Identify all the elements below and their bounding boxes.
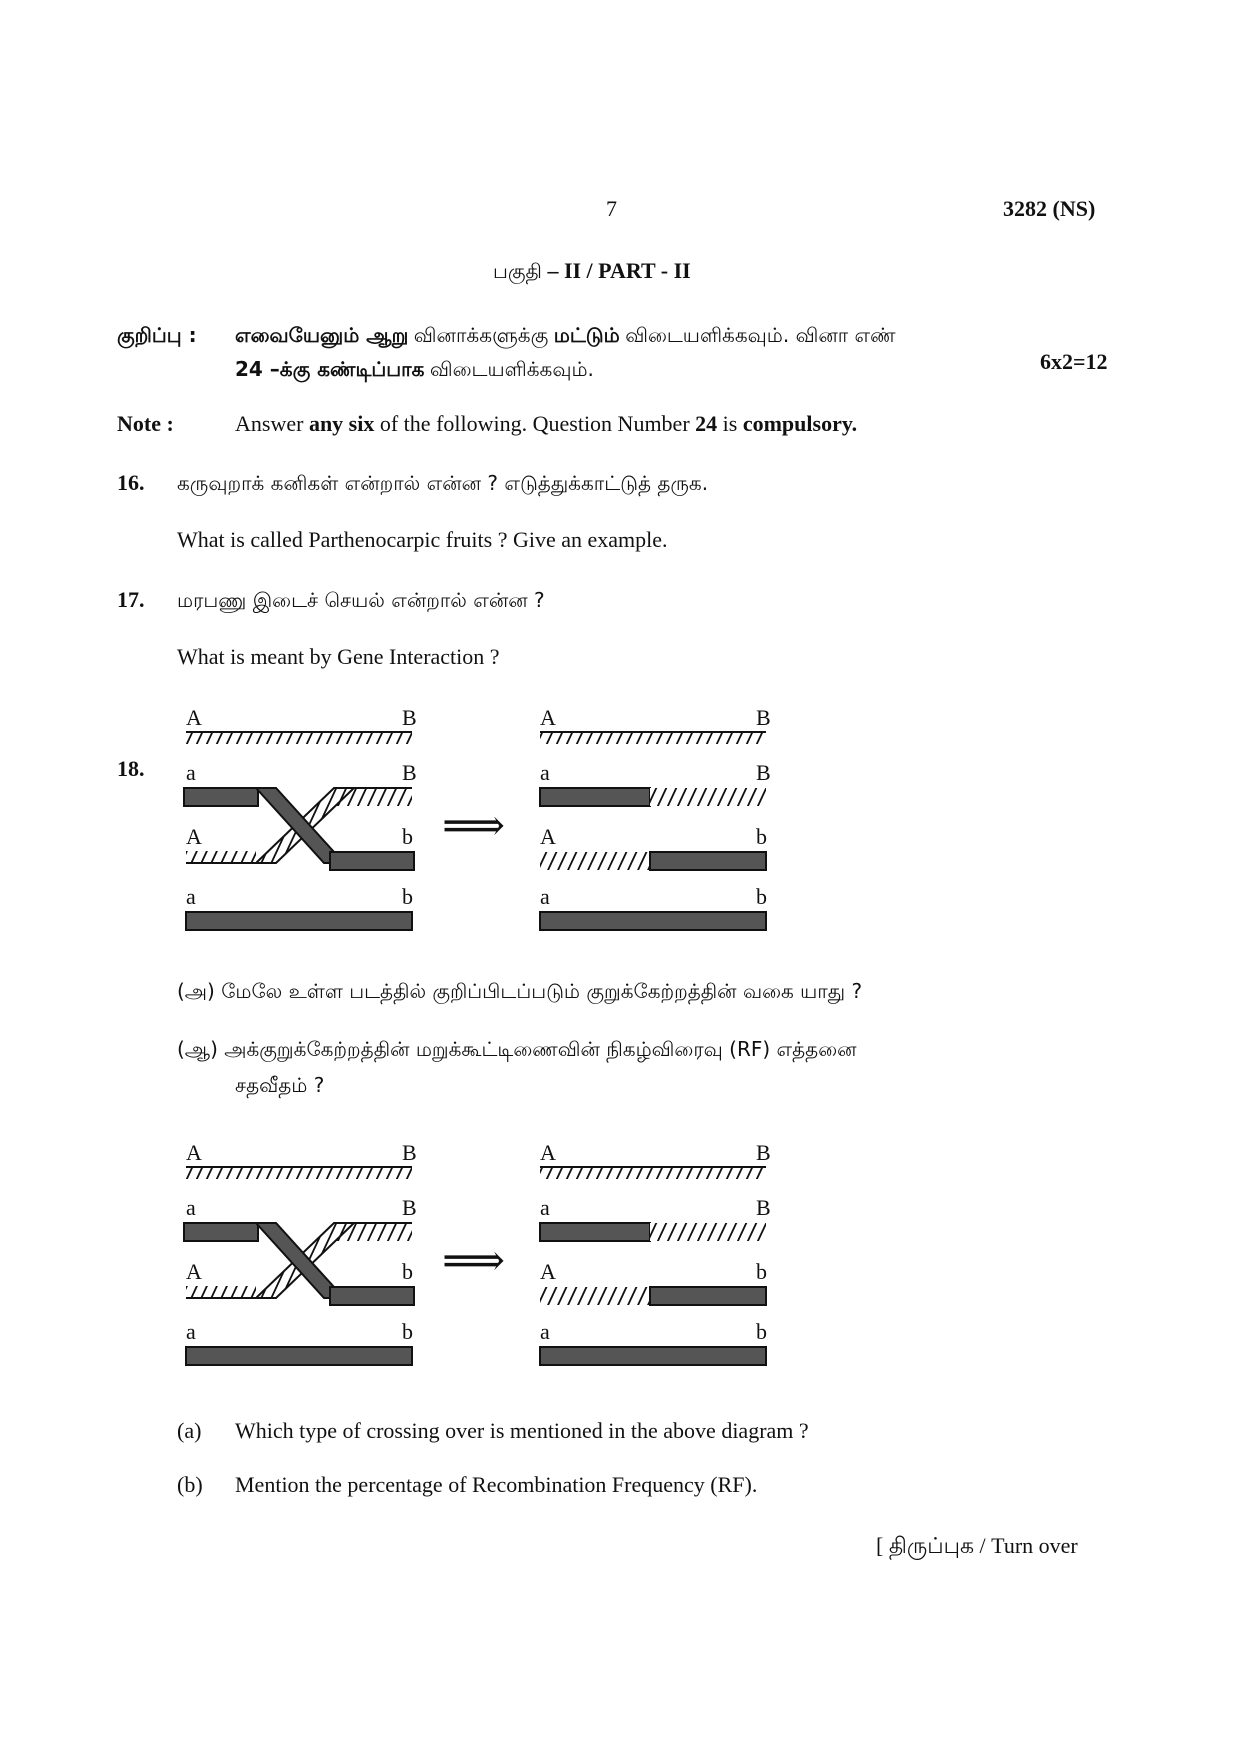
label-a-1: a: [186, 760, 196, 785]
arrow-1: ⟹: [442, 801, 506, 850]
part-heading: [493, 258, 691, 284]
d2-result-chromatid-ab: [540, 1347, 766, 1365]
result-chromatid-Ab-dark: [650, 852, 766, 870]
d2-result-chromatid-AB: [540, 1167, 766, 1179]
label-a-2: a: [186, 884, 196, 909]
d2-label-a-4: a: [540, 1319, 550, 1344]
note-tamil-line2: [235, 356, 594, 382]
note-en-any-six: any six: [308, 411, 375, 436]
result-chromatid-aB-hatched: [650, 788, 766, 806]
result-chromatid-aB-dark: [540, 788, 650, 806]
note-en-is: is: [722, 411, 738, 436]
page-number: 7: [606, 196, 617, 221]
label-A-4: A: [540, 824, 556, 849]
question-16-number: 16.: [117, 470, 145, 495]
question-18-english-b-text: Mention the percentage of Recombination Frequency (RF).: [235, 1472, 758, 1497]
d2-label-A-2: A: [186, 1259, 202, 1284]
label-A-2: A: [186, 824, 202, 849]
d2-label-a-3: a: [540, 1195, 550, 1220]
d2-label-b-2: b: [402, 1319, 413, 1344]
d2-label-B-3: B: [756, 1140, 771, 1165]
question-18-number: 18.: [117, 756, 145, 781]
note-en-compulsory: compulsory.: [742, 411, 858, 436]
chromatid-a-segment: [184, 788, 258, 806]
d2-label-b-3: b: [756, 1259, 767, 1284]
turn-over-footer: [ திருப்புக / Turn over: [876, 1533, 1078, 1558]
note-tamil-label: குறிப்பு :: [117, 323, 197, 347]
d2-chromatid-AB-top: [186, 1167, 412, 1179]
paper-code: 3282 (NS): [1003, 196, 1096, 221]
label-B-4: B: [756, 760, 771, 785]
chromatid-b-segment: [330, 852, 414, 870]
note-tamil-only: மட்டும்: [553, 323, 620, 347]
result-chromatid-ab: [540, 912, 766, 930]
label-b-2: b: [402, 884, 413, 909]
chromatid-A-segment: [186, 851, 256, 863]
question-17-tamil: மரபணு இடைச் செயல் என்றால் என்ன ?: [177, 588, 545, 612]
d2-chromatid-ab-bottom: [186, 1347, 412, 1365]
label-b-1: b: [402, 824, 413, 849]
part-heading-english: – II / PART - II: [547, 258, 691, 283]
d2-chromatid-b-segment: [330, 1287, 414, 1305]
chromatid-AB-top: [186, 732, 412, 744]
d2-label-a-2: a: [186, 1319, 196, 1344]
d2-label-B-2: B: [402, 1195, 417, 1220]
label-A-3: A: [540, 705, 556, 730]
crossing-over-diagram-1: [180, 705, 780, 935]
chromatid-ab-bottom: [186, 912, 412, 930]
note-english-text: [235, 411, 857, 437]
d2-label-B-1: B: [402, 1140, 417, 1165]
label-a-4: a: [540, 884, 550, 909]
label-A-1: A: [186, 705, 202, 730]
question-18-english-a-text: Which type of crossing over is mentioned in the above diagram ?: [235, 1418, 809, 1443]
question-18-english-a-label: (a): [177, 1418, 202, 1443]
question-16-english: What is called Parthenocarpic fruits ? Give an example.: [177, 527, 668, 552]
d2-result-chromatid-aB-dark: [540, 1223, 650, 1241]
d2-label-B-4: B: [756, 1195, 771, 1220]
note-tamil-answer: விடையளிக்கவும். வினா எண்: [625, 323, 896, 347]
question-18-tamil-a: (அ) மேலே உள்ள படத்தில் குறிப்பிடப்படும் குறுக்கேற்றத்தின் வகை யாது ?: [177, 979, 863, 1003]
note-tamil-answer-2: விடையளிக்கவும்.: [429, 357, 594, 381]
d2-chromatid-a-segment: [184, 1223, 258, 1241]
d2-result-chromatid-aB-hatched: [650, 1223, 766, 1241]
crossing-over-diagram-2: [180, 1140, 780, 1370]
marks: 6x2=12: [1040, 349, 1108, 374]
label-B-2: B: [402, 760, 417, 785]
note-tamil-line1: [235, 322, 896, 348]
note-english-label: Note :: [117, 411, 174, 436]
note-tamil-any-six: எவையேனும் ஆறு: [235, 323, 409, 347]
d2-label-A-4: A: [540, 1259, 556, 1284]
question-18-tamil-b-line1: (ஆ) அக்குறுக்கேற்றத்தின் மறுக்கூட்டிணைவின் நிகழ்விரைவு (RF) எத்தனை: [177, 1037, 857, 1061]
question-17-number: 17.: [117, 587, 145, 612]
note-tamil-compulsory: 24 –க்கு கண்டிப்பாக: [235, 357, 425, 381]
note-en-a: Answer: [235, 411, 304, 436]
d2-label-A-1: A: [186, 1140, 202, 1165]
question-18-tamil-b-line2: சதவீதம் ?: [235, 1073, 325, 1097]
question-16-tamil: கருவுறாக் கனிகள் என்றால் என்ன ? எடுத்துக்காட்டுத் தருக.: [177, 471, 709, 495]
label-B-3: B: [756, 705, 771, 730]
note-en-24: 24: [695, 411, 718, 436]
d2-result-chromatid-Ab-hatched: [540, 1287, 650, 1305]
d2-label-a-1: a: [186, 1195, 196, 1220]
note-en-c: of the following. Question Number: [379, 411, 690, 436]
label-B-1: B: [402, 705, 417, 730]
part-heading-tamil: பகுதி: [493, 259, 542, 283]
note-tamil-questions: வினாக்களுக்கு: [413, 323, 549, 347]
d2-arrow: ⟹: [442, 1236, 506, 1285]
result-chromatid-Ab-hatched: [540, 852, 650, 870]
label-a-3: a: [540, 760, 550, 785]
d2-result-chromatid-Ab-dark: [650, 1287, 766, 1305]
d2-label-A-3: A: [540, 1140, 556, 1165]
label-b-3: b: [756, 824, 767, 849]
label-b-4: b: [756, 884, 767, 909]
d2-label-b-4: b: [756, 1319, 767, 1344]
question-18-english-b-label: (b): [177, 1472, 203, 1497]
result-chromatid-AB: [540, 732, 766, 744]
question-17-english: What is meant by Gene Interaction ?: [177, 644, 500, 669]
d2-label-b-1: b: [402, 1259, 413, 1284]
d2-chromatid-A-segment: [186, 1286, 256, 1298]
